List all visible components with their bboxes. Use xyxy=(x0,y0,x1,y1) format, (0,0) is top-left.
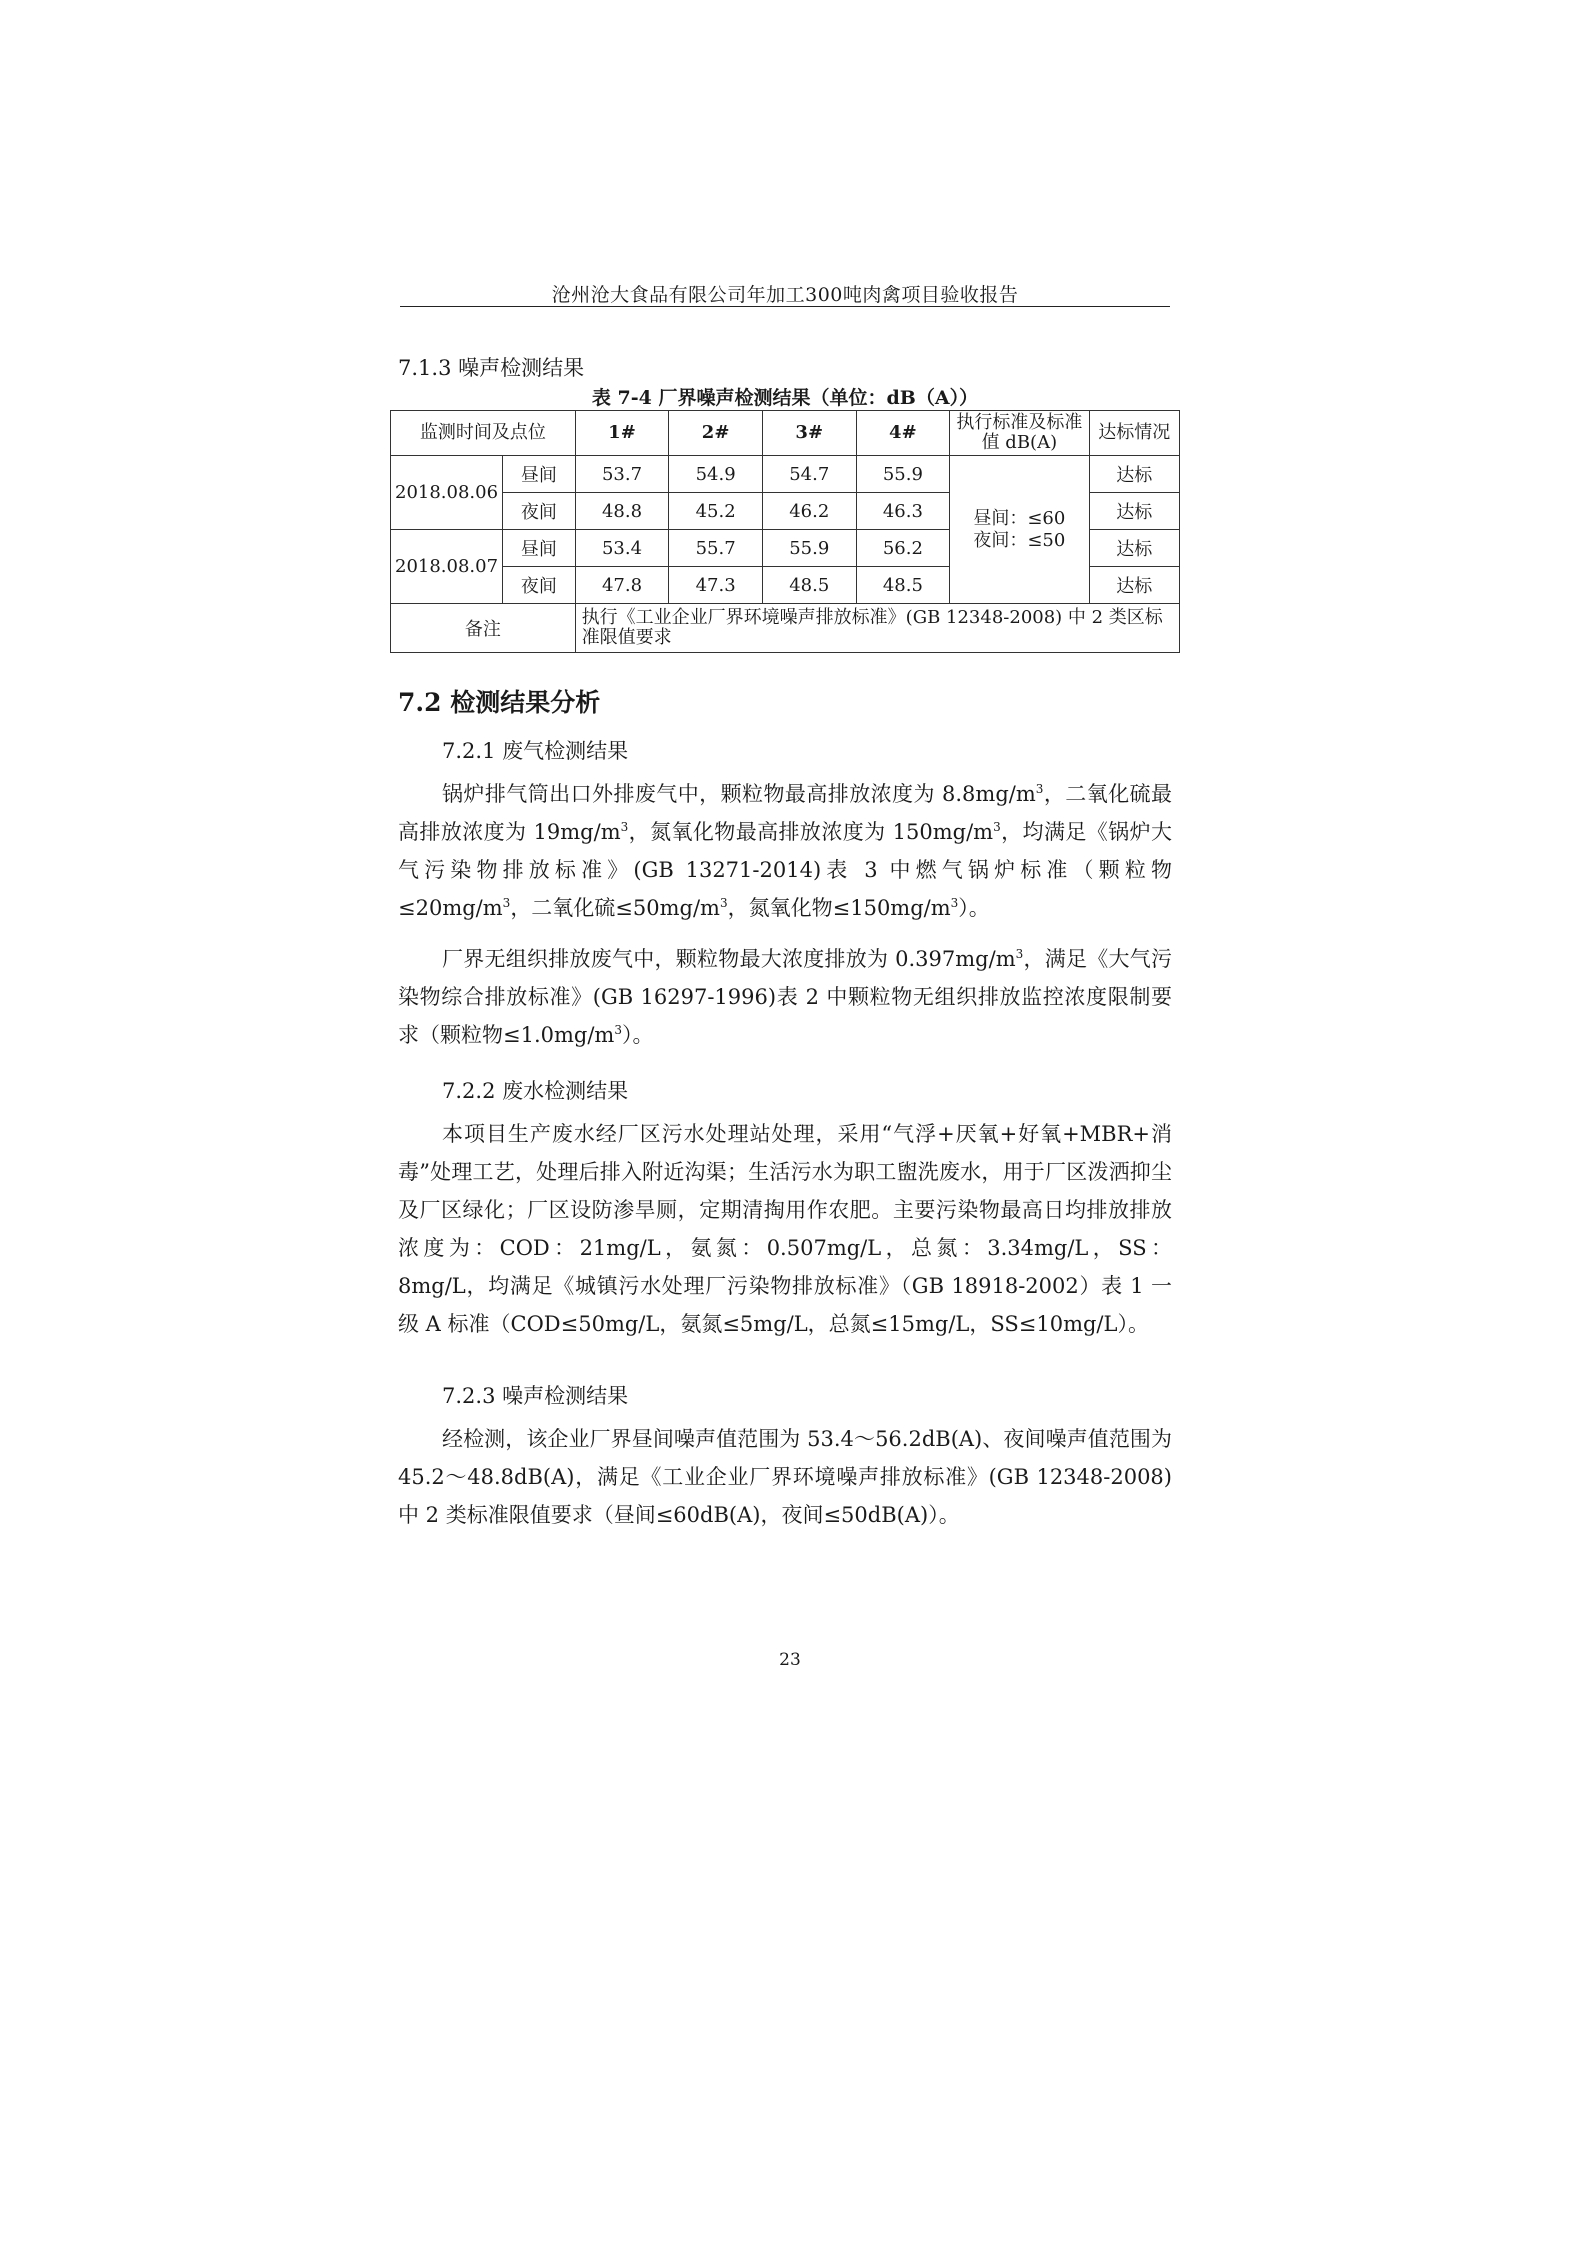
status-cell: 达标 xyxy=(1089,530,1180,567)
header-standard: 执行标准及标准值 dB(A) xyxy=(950,411,1089,456)
status-cell: 达标 xyxy=(1089,456,1180,493)
exhaust-gas-paragraph-2: 厂界无组织排放废气中，颗粒物最大浓度排放为 $0.397mg/m^3$，满足《大气污染物综合排放标准》(GB 16297-1996)表 2 中颗粒物无组织排放监控浓度限制要求（颗粒物$\le 1.0mg/m^3$）。 xyxy=(398,947,1173,1047)
period-cell: 昼间 xyxy=(503,456,576,493)
noise-paragraph: 经检测，该企业厂界昼间噪声值范围为 53.4～56.2dB(A)、夜间噪声值范围为 45.2～48.8dB(A)，满足《工业企业厂界环境噪声排放标准》(GB 12348-2008) 中 2 类标准限值要求（昼间≤60dB(A)，夜间≤50dB(A)）。 xyxy=(398,1427,1172,1527)
value-cell: 54.9 xyxy=(669,456,763,493)
standard-day: 昼间：≤60 xyxy=(973,507,1066,529)
value-cell: 45.2 xyxy=(669,493,763,530)
value-cell: 56.2 xyxy=(856,530,950,567)
date-cell: 2018.08.06 xyxy=(391,456,503,530)
value-cell: 55.9 xyxy=(856,456,950,493)
value-cell: 46.3 xyxy=(856,493,950,530)
header-point-2: 2# xyxy=(669,411,763,456)
value-cell: 47.8 xyxy=(575,567,669,604)
exhaust-gas-paragraph-1: 锅炉排气筒出口外排废气中，颗粒物最高排放浓度为 $8.8mg/m^3$，二氧化硫最高排放浓度为 $19mg/m^3$，氮氧化物最高排放浓度为 $150mg/m^3$，均满足《锅炉大气污染物排放标准》(GB 13271-2014)表 3 中燃气锅炉标准（颗粒物$\le 20mg/m^3$，二氧化硫$\le 50mg/m^3$，氮氧化物$\le 150mg/m^3$）。 xyxy=(398,782,1172,920)
section-7-2-3-heading: 7.2.3 噪声检测结果 xyxy=(442,1384,629,1408)
header-time-point: 监测时间及点位 xyxy=(391,411,576,456)
standard-night: 夜间：≤50 xyxy=(973,529,1066,551)
page-number: 23 xyxy=(779,1650,801,1670)
table-header-row xyxy=(391,411,1180,456)
date-cell: 2018.08.07 xyxy=(391,530,503,604)
noise-results-table xyxy=(390,410,1180,653)
section-7-2-title: 7.2 检测结果分析 xyxy=(398,688,601,717)
standard-cell xyxy=(950,456,1089,604)
value-cell: 48.5 xyxy=(762,567,856,604)
value-cell: 48.5 xyxy=(856,567,950,604)
header-point-1: 1# xyxy=(575,411,669,456)
section-7-2-1-heading: 7.2.1 废气检测结果 xyxy=(442,739,629,763)
header-point-3: 3# xyxy=(762,411,856,456)
value-cell: 53.7 xyxy=(575,456,669,493)
status-cell: 达标 xyxy=(1089,493,1180,530)
header-rule xyxy=(400,306,1170,307)
section-7-1-3-heading: 7.1.3 噪声检测结果 xyxy=(398,356,585,380)
value-cell: 55.9 xyxy=(762,530,856,567)
status-cell: 达标 xyxy=(1089,567,1180,604)
table-caption: 表 7-4 厂界噪声检测结果（单位：dB（A）） xyxy=(591,387,979,409)
note-text: 执行《工业企业厂界环境噪声排放标准》(GB 12348-2008) 中 2 类区标准限值要求 xyxy=(575,604,1179,653)
value-cell: 55.7 xyxy=(669,530,763,567)
period-cell: 夜间 xyxy=(503,567,576,604)
page-header: 沧州沧大食品有限公司年加工300吨肉禽项目验收报告 xyxy=(551,284,1019,306)
period-cell: 昼间 xyxy=(503,530,576,567)
note-label: 备注 xyxy=(391,604,576,653)
table-note-row xyxy=(391,604,1180,653)
value-cell: 54.7 xyxy=(762,456,856,493)
value-cell: 48.8 xyxy=(575,493,669,530)
period-cell: 夜间 xyxy=(503,493,576,530)
header-result: 达标情况 xyxy=(1089,411,1180,456)
value-cell: 47.3 xyxy=(669,567,763,604)
header-point-4: 4# xyxy=(856,411,950,456)
value-cell: 53.4 xyxy=(575,530,669,567)
section-7-2-2-heading: 7.2.2 废水检测结果 xyxy=(442,1079,629,1103)
table-row xyxy=(391,456,1180,493)
wastewater-paragraph: 本项目生产废水经厂区污水处理站处理，采用“气浮+厌氧+好氧+MBR+消毒”处理工艺，处理后排入附近沟渠；生活污水为职工盥洗废水，用于厂区泼洒抑尘及厂区绿化；厂区设防渗旱厕，定期清掏用作农肥。主要污染物最高日均排放排放浓度为：COD：21mg/L，氨氮：0.507mg/L，总氮：3.34mg/L，SS：8mg/L，均满足《城镇污水处理厂污染物排放标准》（GB 18918-2002）表 1 一级 A 标准（COD≤50mg/L，氨氮≤5mg/L，总氮≤15mg/L，SS≤10mg/L）。 xyxy=(398,1122,1172,1336)
value-cell: 46.2 xyxy=(762,493,856,530)
